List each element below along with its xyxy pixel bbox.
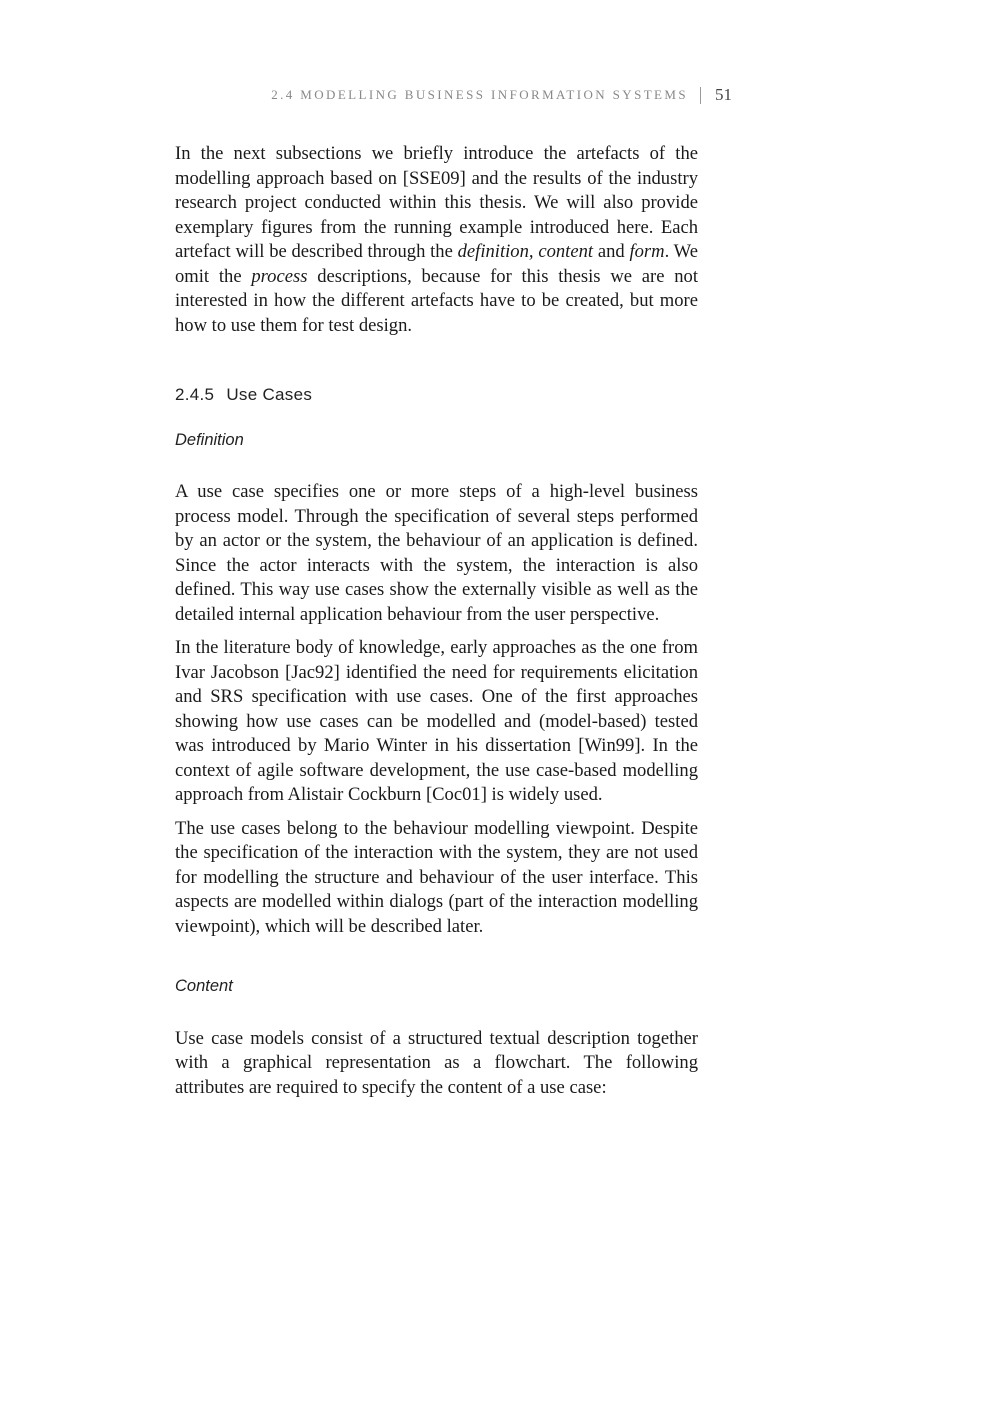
definition-heading: Definition <box>175 430 244 449</box>
content-paragraph-1: Use case models consist of a structured textual description together with a graphical representation as a flowchart. The following attributes are required to specify the content of a use case: <box>175 1027 698 1098</box>
intro-emph-definition: definition <box>457 241 529 262</box>
text-column <box>175 142 698 1109</box>
definition-paragraph-2: In the literature body of knowledge, early approaches as the one from Ivar Jacobson [Jac92] identified the need for requirements elicitation and SRS specification with use cases. One of the first approaches showing how use cases can be modelled and (model-based) tested was introduced by Mario Winter in his dissertation [Win99]. In the context of agile software development, the use case-based modelling approach from Alistair Cockburn [Coc01] is widely used. <box>175 637 698 805</box>
running-head <box>271 85 732 105</box>
section-title: Use Cases <box>226 385 313 404</box>
intro-emph-form: form <box>629 241 665 262</box>
section-heading <box>175 383 698 408</box>
definition-paragraph-1: A use case specifies one or more steps of a high-level business process model. Through the specification of several steps performed by an actor or the system, the behaviour of an application is defined. Since the actor interacts with the system, the interaction is also defined. This way use cases show the externally visible as well as the detailed internal application behaviour from the user perspective. <box>175 481 698 625</box>
content-heading: Content <box>175 977 233 995</box>
intro-paragraph <box>175 142 698 338</box>
intro-text-part-3: descriptions, because for this thesis we are not interested in how the different artefacts have to be created, but more how to use them for test design. <box>175 265 698 336</box>
running-head-title: 2.4 MODELLING BUSINESS INFORMATION SYSTEMS <box>271 87 688 102</box>
intro-and: and <box>593 241 630 262</box>
intro-emph-content: content <box>538 241 594 262</box>
intro-text-part-2: . We omit the <box>175 241 698 287</box>
definition-paragraph-3: The use cases belong to the behaviour modelling viewpoint. Despite the specification of the interaction with the system, they are not used for modelling the structure and behaviour of the user interface. This aspects are modelled within dialogs (part of the interaction modelling viewpoint), which will be described later. <box>175 817 698 937</box>
page-number: 51 <box>715 85 732 104</box>
intro-emph-process: process <box>251 265 308 287</box>
running-head-separator <box>700 87 701 104</box>
intro-text-part-1: In the next subsections we briefly introduce the artefacts of the modelling approach based on [SSE09] and the results of the industry research project conducted within this thesis. We will also provide exemplary figures from the running example introduced here. Each artefact will be described through the <box>175 143 698 262</box>
section-number: 2.4.5 <box>175 385 215 404</box>
intro-comma: , <box>528 241 539 262</box>
